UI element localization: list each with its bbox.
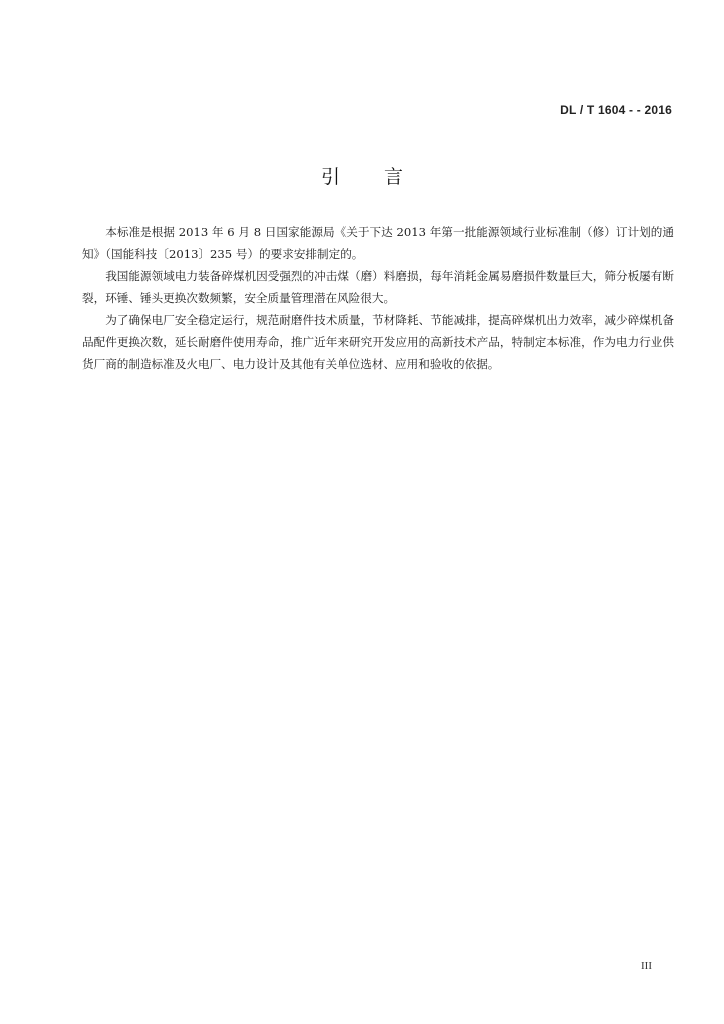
document-code: DL / T 1604 - - 2016 xyxy=(560,103,672,117)
body-text xyxy=(82,221,674,375)
paragraph-purpose: 为了确保电厂安全稳定运行，规范耐磨件技术质量，节材降耗、节能减排，提高碎煤机出力效率，减少碎煤机备品配件更换次数，延长耐磨件使用寿命，推广近年来研究开发应用的高新技术产品，特制定本标准，作为电力行业供货厂商的制造标准及火电厂、电力设计及其他有关单位选材、应用和验收的依据。 xyxy=(82,313,674,371)
page-number: III xyxy=(641,960,652,972)
paragraph-basis: 本标准是根据 2013 年 6 月 8 日国家能源局《关于下达 2013 年第一批能源领域行业标准制（修）订计划的通知》（国能科技〔2013〕235 号）的要求安排制定的。 xyxy=(82,225,674,261)
page-title: 引言 xyxy=(320,166,447,188)
paragraph-background: 我国能源领域电力装备碎煤机因受强烈的冲击煤（磨）料磨损，每年消耗金属易磨损件数量巨大，筛分板屡有断裂，环锤、锤头更换次数频繁，安全质量管理潜在风险很大。 xyxy=(82,269,674,305)
